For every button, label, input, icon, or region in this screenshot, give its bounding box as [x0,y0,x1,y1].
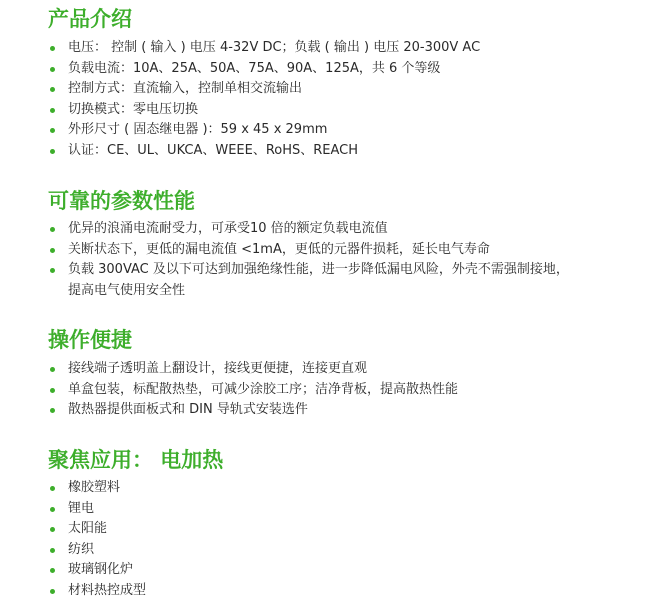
product-intro-list [48,38,638,161]
list-item-text: 优异的浪涌电流耐受力，可承受10 倍的额定负载电流值 [68,221,388,236]
bullet-dot [50,527,55,532]
bullet-dot [50,227,55,232]
bullet-dot [50,589,55,594]
section-title-product-intro: 产品介绍 [48,7,132,31]
list-item-text: 玻璃钢化炉 [68,562,134,577]
list-item [48,519,638,540]
list-item-text: 锂电 [68,500,95,516]
list-item-text: 材料热控成型 [68,582,147,598]
bullet-dot [50,367,55,372]
applications-list [48,478,638,601]
list-item [48,38,638,59]
reliable-performance-list [48,219,638,301]
list-item [48,540,638,561]
bullet-dot [50,388,55,393]
list-item [48,100,638,121]
list-item-text: 太阳能 [68,521,108,536]
list-item-text: 认证：CE、UL、UKCA、WEEE、RoHS、REACH [68,142,359,158]
list-item [48,120,638,141]
list-item [48,380,638,401]
list-item [48,260,578,301]
list-item [48,400,638,421]
bullet-dot [50,408,55,413]
list-item [48,219,638,240]
list-item-text: 负载电流：10A、25A、50A、75A、90A、125A，共 6 个等级 [68,60,441,76]
list-item [48,240,638,261]
list-item [48,359,638,380]
bullet-dot [50,486,55,491]
section-title-applications: 聚焦应用： 电加热 [48,448,224,472]
list-item-text: 散热器提供面板式和 DIN 导轨式安装选件 [68,402,308,417]
section-title-reliable-performance: 可靠的参数性能 [48,189,195,213]
bullet-dot [50,46,55,51]
list-item-text: 负载 300VAC 及以下可达到加强绝缘性能，进一步降低漏电风险，外壳不需强制接地，提高电气使用安全性 [68,262,569,298]
list-item-text: 单盒包装，标配散热垫，可减少涂胶工序；洁净背板，提高散热性能 [68,381,459,397]
list-item-text: 纺织 [68,541,95,557]
bullet-dot [50,548,55,553]
list-item [48,560,638,581]
section-title-easy-operation: 操作便捷 [48,328,132,352]
list-item-text: 电压： 控制 ( 输入 ) 电压 4-32V DC；负载 ( 输出 ) 电压 20-300V AC [68,40,481,55]
bullet-dot [50,149,55,154]
bullet-dot [50,67,55,72]
list-item [48,141,638,162]
list-item-text: 关断状态下，更低的漏电流值 <1mA，更低的元器件损耗，延长电气寿命 [68,241,490,257]
bullet-dot [50,568,55,573]
list-item [48,79,638,100]
list-item-text: 橡胶塑料 [68,480,121,495]
bullet-dot [50,507,55,512]
list-item [48,59,638,80]
bullet-dot [50,268,55,273]
list-item-text: 切换模式：零电压切换 [68,101,199,117]
bullet-dot [50,248,55,253]
bullet-dot [50,87,55,92]
list-item [48,581,638,602]
list-item [48,478,638,499]
list-item-text: 接线端子透明盖上翻设计，接线更便捷，连接更直观 [68,361,368,376]
bullet-dot [50,108,55,113]
list-item-text: 外形尺寸 ( 固态继电器 )：59 x 45 x 29mm [68,122,328,137]
list-item-text: 控制方式：直流输入，控制单相交流输出 [68,81,303,96]
easy-operation-list [48,359,638,421]
bullet-dot [50,128,55,133]
list-item [48,499,638,520]
